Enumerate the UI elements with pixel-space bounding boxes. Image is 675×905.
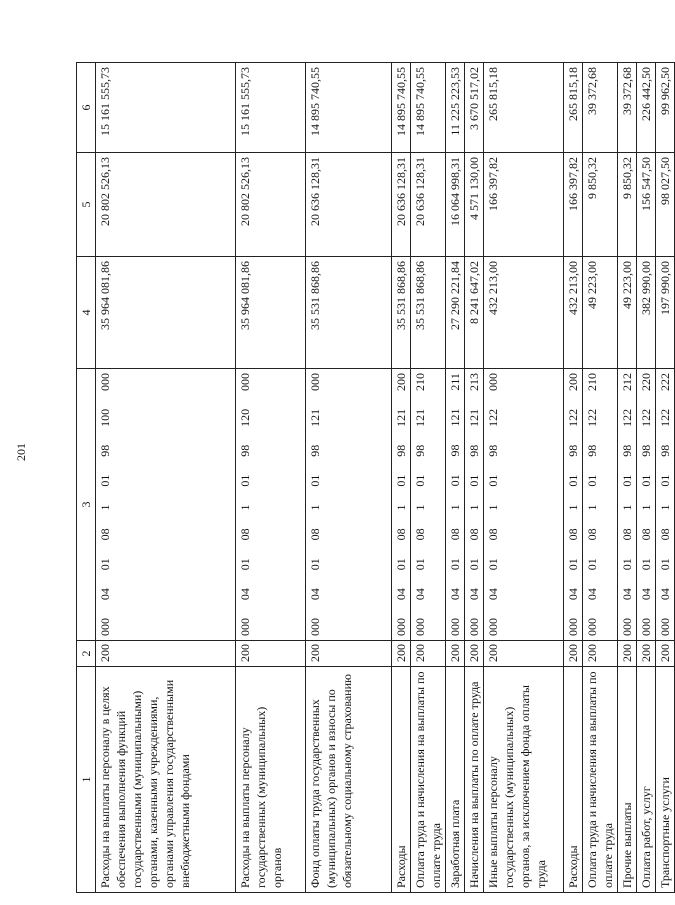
kbk-segment: 121 bbox=[394, 408, 408, 427]
kbk-segment: 04 bbox=[394, 588, 408, 601]
row-value-col4: 35 531 868,86 bbox=[411, 257, 446, 369]
kbk-segment: 01 bbox=[98, 558, 112, 571]
kbk-segment: 01 bbox=[467, 558, 481, 571]
kbk-segment: 04 bbox=[98, 588, 112, 601]
table-row bbox=[96, 63, 236, 893]
kbk-segment: 01 bbox=[585, 474, 599, 487]
kbk-segment: 08 bbox=[486, 528, 500, 541]
kbk-code bbox=[638, 373, 654, 636]
row-value-col5: 156 547,50 bbox=[637, 153, 656, 257]
row-name-cell: Расходы bbox=[392, 667, 411, 893]
kbk-segment: 08 bbox=[585, 528, 599, 541]
kbk-segment: 120 bbox=[238, 408, 252, 427]
kbk-segment: 01 bbox=[566, 474, 580, 487]
kbk-segment: 000 bbox=[308, 373, 322, 391]
row-value-col4: 35 964 081,86 bbox=[96, 257, 236, 369]
kbk-segment: 122 bbox=[566, 408, 580, 427]
kbk-segment: 04 bbox=[308, 588, 322, 601]
kbk-segment: 01 bbox=[639, 474, 653, 487]
row-value-col5: 20 636 128,31 bbox=[306, 153, 392, 257]
header-cell-5: 5 bbox=[77, 153, 96, 257]
kbk-segment: 122 bbox=[620, 408, 634, 427]
row-value-col6: 14 895 740,55 bbox=[392, 63, 411, 153]
kbk-segment: 212 bbox=[620, 373, 634, 391]
kbk-segment: 04 bbox=[566, 588, 580, 601]
kbk-segment: 000 bbox=[566, 618, 580, 636]
kbk-segment: 121 bbox=[467, 408, 481, 427]
kbk-segment: 01 bbox=[585, 558, 599, 571]
row-kbk-cell bbox=[583, 369, 618, 641]
row-value-col5: 20 802 526,13 bbox=[96, 153, 236, 257]
row-name-cell: Оплата труда и начисления на выплаты по оплате труда bbox=[583, 667, 618, 893]
row-value-col5: 20 636 128,31 bbox=[392, 153, 411, 257]
row-code-cell: 200 bbox=[392, 641, 411, 667]
row-name-cell: Иные выплаты персоналу государственных (муниципальных) органов, за исключением фонда оплаты труда bbox=[484, 667, 564, 893]
kbk-segment: 04 bbox=[658, 588, 672, 601]
kbk-segment: 01 bbox=[394, 558, 408, 571]
kbk-segment: 01 bbox=[467, 474, 481, 487]
kbk-segment: 122 bbox=[585, 408, 599, 427]
kbk-segment: 1 bbox=[394, 504, 408, 511]
row-code-cell: 200 bbox=[411, 641, 446, 667]
row-name-cell: Прочие выплаты bbox=[618, 667, 637, 893]
row-kbk-cell bbox=[465, 369, 484, 641]
row-kbk-cell bbox=[392, 369, 411, 641]
row-value-col4: 8 241 647,02 bbox=[465, 257, 484, 369]
table-row bbox=[306, 63, 392, 893]
kbk-code bbox=[657, 373, 673, 636]
table-row bbox=[446, 63, 465, 893]
row-name-cell: Заработная плата bbox=[446, 667, 465, 893]
kbk-segment: 98 bbox=[413, 444, 427, 457]
kbk-segment: 210 bbox=[413, 373, 427, 391]
kbk-segment: 000 bbox=[98, 373, 112, 391]
row-code-cell: 200 bbox=[583, 641, 618, 667]
kbk-segment: 1 bbox=[413, 504, 427, 511]
kbk-segment: 000 bbox=[98, 618, 112, 636]
kbk-segment: 98 bbox=[448, 444, 462, 457]
header-row bbox=[77, 63, 96, 893]
row-code-cell: 200 bbox=[236, 641, 306, 667]
kbk-segment: 000 bbox=[238, 373, 252, 391]
row-value-col5: 166 397,82 bbox=[564, 153, 583, 257]
row-value-col6: 39 372,68 bbox=[583, 63, 618, 153]
kbk-segment: 1 bbox=[585, 504, 599, 511]
kbk-segment: 1 bbox=[639, 504, 653, 511]
kbk-segment: 04 bbox=[413, 588, 427, 601]
kbk-segment: 000 bbox=[620, 618, 634, 636]
row-code-cell: 200 bbox=[306, 641, 392, 667]
table-row bbox=[564, 63, 583, 893]
row-kbk-cell bbox=[564, 369, 583, 641]
header-cell-6: 6 bbox=[77, 63, 96, 153]
kbk-segment: 01 bbox=[658, 558, 672, 571]
row-value-col4: 49 223,00 bbox=[618, 257, 637, 369]
row-kbk-cell bbox=[96, 369, 236, 641]
row-name-cell: Начисления на выплаты по оплате труда bbox=[465, 667, 484, 893]
kbk-segment: 01 bbox=[486, 474, 500, 487]
table-row bbox=[236, 63, 306, 893]
table-row bbox=[637, 63, 656, 893]
row-kbk-cell bbox=[306, 369, 392, 641]
header-cell-1: 1 bbox=[77, 667, 96, 893]
row-value-col4: 35 531 868,86 bbox=[392, 257, 411, 369]
kbk-segment: 98 bbox=[639, 444, 653, 457]
header-cell-4: 4 bbox=[77, 257, 96, 369]
kbk-segment: 98 bbox=[585, 444, 599, 457]
table-row bbox=[583, 63, 618, 893]
row-value-col4: 49 223,00 bbox=[583, 257, 618, 369]
row-value-col6: 265 815,18 bbox=[564, 63, 583, 153]
row-value-col4: 197 990,00 bbox=[656, 257, 675, 369]
kbk-segment: 04 bbox=[620, 588, 634, 601]
row-kbk-cell bbox=[618, 369, 637, 641]
kbk-code bbox=[619, 373, 635, 636]
kbk-segment: 08 bbox=[639, 528, 653, 541]
kbk-segment: 1 bbox=[620, 504, 634, 511]
kbk-segment: 98 bbox=[98, 444, 112, 457]
kbk-segment: 000 bbox=[658, 618, 672, 636]
kbk-segment: 121 bbox=[448, 408, 462, 427]
kbk-segment: 1 bbox=[566, 504, 580, 511]
kbk-segment: 01 bbox=[658, 474, 672, 487]
kbk-segment: 000 bbox=[585, 618, 599, 636]
row-kbk-cell bbox=[656, 369, 675, 641]
kbk-segment: 01 bbox=[486, 558, 500, 571]
kbk-segment: 98 bbox=[658, 444, 672, 457]
kbk-segment: 04 bbox=[639, 588, 653, 601]
table-row bbox=[484, 63, 564, 893]
kbk-segment: 08 bbox=[238, 528, 252, 541]
kbk-code bbox=[412, 373, 428, 636]
row-value-col5: 20 636 128,31 bbox=[411, 153, 446, 257]
kbk-segment: 1 bbox=[308, 504, 322, 511]
kbk-code bbox=[393, 373, 409, 636]
kbk-segment: 000 bbox=[486, 618, 500, 636]
kbk-segment: 04 bbox=[467, 588, 481, 601]
kbk-segment: 122 bbox=[658, 408, 672, 427]
kbk-segment: 08 bbox=[658, 528, 672, 541]
kbk-segment: 000 bbox=[639, 618, 653, 636]
kbk-segment: 211 bbox=[448, 373, 462, 391]
row-code-cell: 200 bbox=[484, 641, 564, 667]
kbk-segment: 01 bbox=[238, 558, 252, 571]
kbk-code bbox=[584, 373, 600, 636]
row-value-col4: 432 213,00 bbox=[484, 257, 564, 369]
kbk-segment: 98 bbox=[238, 444, 252, 457]
budget-table bbox=[76, 62, 675, 893]
row-value-col5: 9 850,32 bbox=[583, 153, 618, 257]
kbk-segment: 000 bbox=[238, 618, 252, 636]
row-value-col6: 3 670 517,02 bbox=[465, 63, 484, 153]
budget-table-body bbox=[77, 63, 675, 893]
kbk-segment: 01 bbox=[448, 474, 462, 487]
kbk-segment: 08 bbox=[620, 528, 634, 541]
row-name-cell: Расходы bbox=[564, 667, 583, 893]
kbk-segment: 01 bbox=[238, 474, 252, 487]
row-kbk-cell bbox=[484, 369, 564, 641]
row-value-col4: 35 964 081,86 bbox=[236, 257, 306, 369]
kbk-segment: 1 bbox=[658, 504, 672, 511]
rotated-page bbox=[76, 63, 672, 893]
row-name-cell: Расходы на выплаты персоналу в целях обеспечения выполнения функций государственными (муниципальными) органами, казенными учреждениями, органами управления государственными внебюджетными фондами bbox=[96, 667, 236, 893]
row-code-cell: 200 bbox=[656, 641, 675, 667]
kbk-segment: 08 bbox=[394, 528, 408, 541]
kbk-segment: 04 bbox=[585, 588, 599, 601]
kbk-segment: 01 bbox=[639, 558, 653, 571]
kbk-segment: 01 bbox=[394, 474, 408, 487]
row-code-cell: 200 bbox=[564, 641, 583, 667]
kbk-segment: 1 bbox=[467, 504, 481, 511]
kbk-segment: 98 bbox=[486, 444, 500, 457]
kbk-code bbox=[447, 373, 463, 636]
kbk-code bbox=[237, 373, 253, 636]
kbk-segment: 01 bbox=[413, 558, 427, 571]
kbk-segment: 08 bbox=[448, 528, 462, 541]
row-value-col4: 382 990,00 bbox=[637, 257, 656, 369]
kbk-segment: 000 bbox=[308, 618, 322, 636]
kbk-code bbox=[485, 373, 501, 636]
row-value-col6: 99 962,50 bbox=[656, 63, 675, 153]
kbk-segment: 000 bbox=[394, 618, 408, 636]
kbk-segment: 98 bbox=[620, 444, 634, 457]
kbk-segment: 122 bbox=[639, 408, 653, 427]
kbk-segment: 1 bbox=[486, 504, 500, 511]
kbk-segment: 01 bbox=[620, 474, 634, 487]
kbk-segment: 200 bbox=[394, 373, 408, 391]
row-value-col5: 166 397,82 bbox=[484, 153, 564, 257]
kbk-segment: 98 bbox=[394, 444, 408, 457]
row-kbk-cell bbox=[637, 369, 656, 641]
kbk-segment: 1 bbox=[98, 504, 112, 511]
kbk-segment: 01 bbox=[448, 558, 462, 571]
kbk-segment: 210 bbox=[585, 373, 599, 391]
header-cell-2: 2 bbox=[77, 641, 96, 667]
kbk-segment: 100 bbox=[98, 408, 112, 427]
row-kbk-cell bbox=[236, 369, 306, 641]
kbk-segment: 01 bbox=[308, 474, 322, 487]
row-name-cell: Расходы на выплаты персоналу государственных (муниципальных) органов bbox=[236, 667, 306, 893]
kbk-code bbox=[466, 373, 482, 636]
row-value-col4: 35 531 868,86 bbox=[306, 257, 392, 369]
kbk-segment: 04 bbox=[448, 588, 462, 601]
kbk-segment: 1 bbox=[238, 504, 252, 511]
kbk-segment: 222 bbox=[658, 373, 672, 391]
row-value-col5: 98 027,50 bbox=[656, 153, 675, 257]
kbk-segment: 122 bbox=[486, 408, 500, 427]
row-code-cell: 200 bbox=[465, 641, 484, 667]
row-value-col4: 432 213,00 bbox=[564, 257, 583, 369]
row-code-cell: 200 bbox=[446, 641, 465, 667]
kbk-segment: 98 bbox=[467, 444, 481, 457]
row-value-col5: 16 064 998,31 bbox=[446, 153, 465, 257]
row-code-cell: 200 bbox=[618, 641, 637, 667]
row-value-col6: 226 442,50 bbox=[637, 63, 656, 153]
kbk-segment: 01 bbox=[98, 474, 112, 487]
row-name-cell: Оплата работ, услуг bbox=[637, 667, 656, 893]
kbk-segment: 000 bbox=[467, 618, 481, 636]
kbk-segment: 08 bbox=[308, 528, 322, 541]
kbk-segment: 220 bbox=[639, 373, 653, 391]
kbk-segment: 04 bbox=[486, 588, 500, 601]
row-value-col6: 14 895 740,55 bbox=[306, 63, 392, 153]
row-value-col6: 15 161 555,73 bbox=[96, 63, 236, 153]
row-value-col6: 265 815,18 bbox=[484, 63, 564, 153]
row-value-col5: 20 802 526,13 bbox=[236, 153, 306, 257]
row-kbk-cell bbox=[411, 369, 446, 641]
kbk-segment: 213 bbox=[467, 373, 481, 391]
table-row bbox=[618, 63, 637, 893]
row-value-col6: 15 161 555,73 bbox=[236, 63, 306, 153]
kbk-segment: 08 bbox=[467, 528, 481, 541]
row-value-col6: 39 372,68 bbox=[618, 63, 637, 153]
kbk-code bbox=[307, 373, 323, 636]
kbk-segment: 01 bbox=[566, 558, 580, 571]
kbk-segment: 01 bbox=[308, 558, 322, 571]
row-value-col4: 27 290 221,84 bbox=[446, 257, 465, 369]
table-row bbox=[656, 63, 675, 893]
row-value-col6: 14 895 740,55 bbox=[411, 63, 446, 153]
kbk-segment: 08 bbox=[566, 528, 580, 541]
row-name-cell: Транспортные услуги bbox=[656, 667, 675, 893]
kbk-segment: 1 bbox=[448, 504, 462, 511]
kbk-segment: 121 bbox=[308, 408, 322, 427]
row-kbk-cell bbox=[446, 369, 465, 641]
row-value-col5: 9 850,32 bbox=[618, 153, 637, 257]
kbk-segment: 01 bbox=[413, 474, 427, 487]
table-row bbox=[465, 63, 484, 893]
kbk-segment: 98 bbox=[308, 444, 322, 457]
kbk-segment: 08 bbox=[98, 528, 112, 541]
kbk-code bbox=[565, 373, 581, 636]
header-cell-3: 3 bbox=[77, 369, 96, 641]
row-code-cell: 200 bbox=[637, 641, 656, 667]
row-value-col6: 11 225 223,53 bbox=[446, 63, 465, 153]
kbk-segment: 121 bbox=[413, 408, 427, 427]
row-value-col5: 4 571 130,00 bbox=[465, 153, 484, 257]
table-row bbox=[411, 63, 446, 893]
kbk-segment: 04 bbox=[238, 588, 252, 601]
kbk-segment: 200 bbox=[566, 373, 580, 391]
row-code-cell: 200 bbox=[96, 641, 236, 667]
kbk-segment: 01 bbox=[620, 558, 634, 571]
kbk-segment: 000 bbox=[486, 373, 500, 391]
kbk-segment: 000 bbox=[448, 618, 462, 636]
kbk-segment: 000 bbox=[413, 618, 427, 636]
row-name-cell: Оплата труда и начисления на выплаты по оплате труда bbox=[411, 667, 446, 893]
table-row bbox=[392, 63, 411, 893]
kbk-segment: 08 bbox=[413, 528, 427, 541]
page-number: 201 bbox=[14, 443, 28, 461]
kbk-segment: 98 bbox=[566, 444, 580, 457]
kbk-code bbox=[97, 373, 113, 636]
row-name-cell: Фонд оплаты труда государственных (муниципальных) органов и взносы по обязательному социальному страхованию bbox=[306, 667, 392, 893]
